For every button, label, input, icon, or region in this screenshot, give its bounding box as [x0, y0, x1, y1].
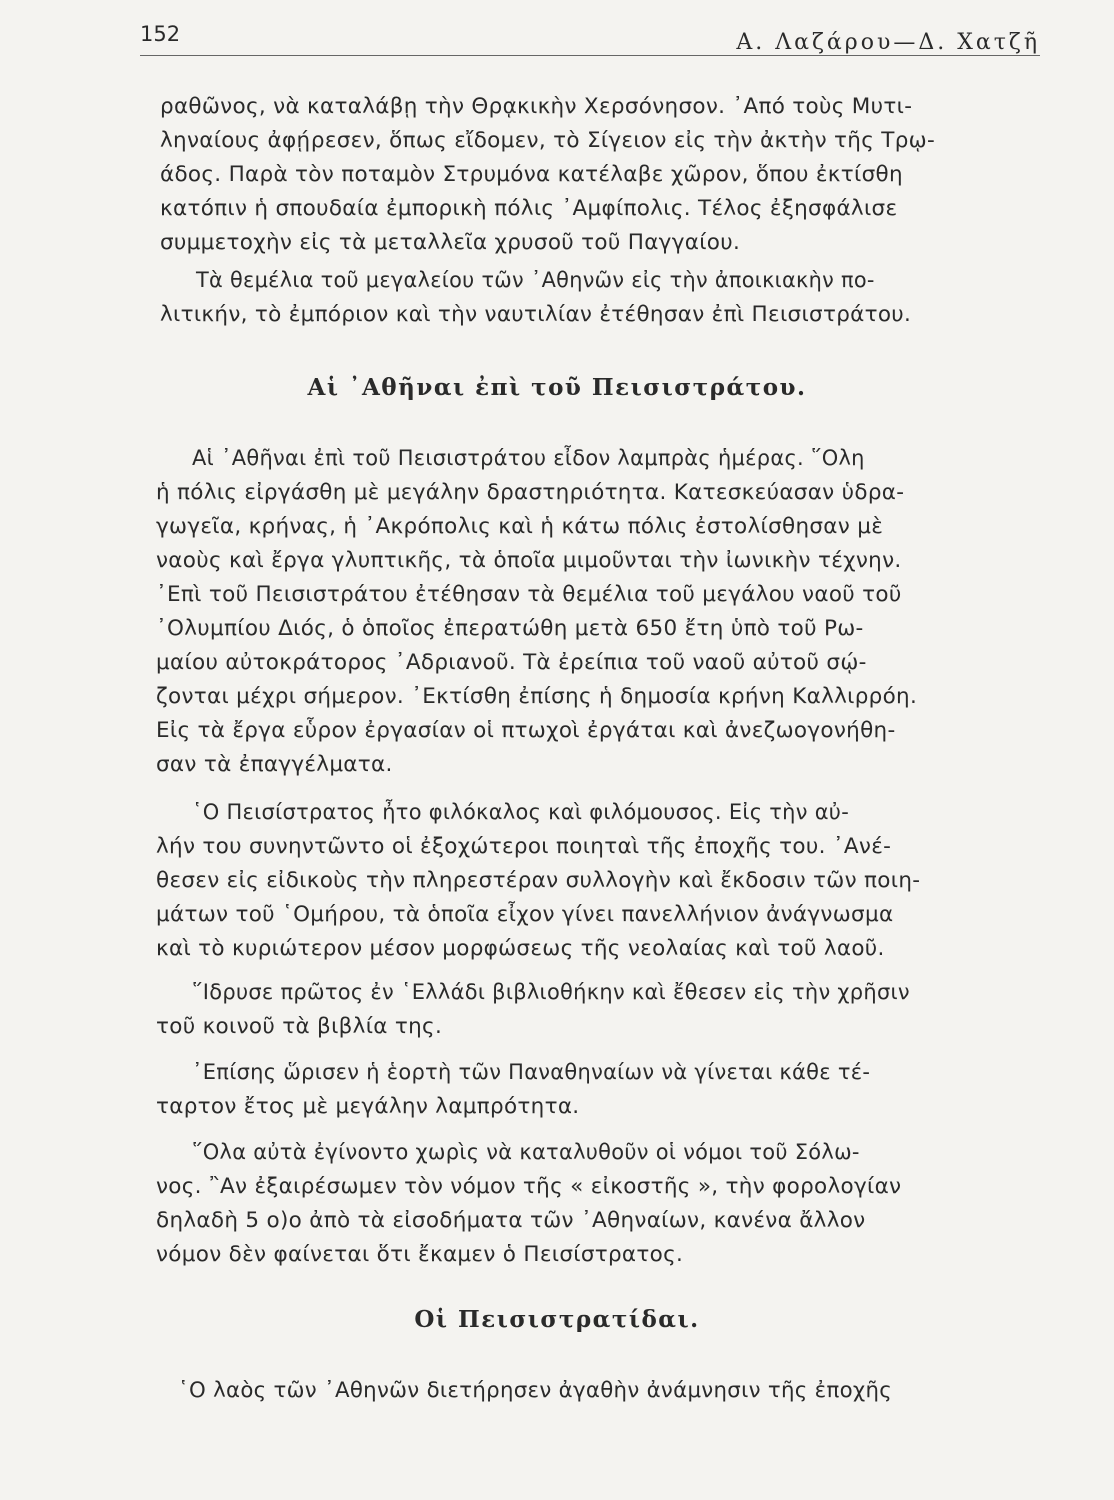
text-line: γωγεῖα, κρήνας, ἡ ᾿Ακρόπολις καὶ ἡ κάτω πόλις ἐστολίσθησαν μὲ — [156, 514, 884, 539]
page-number: 152 — [140, 22, 181, 46]
header-rule — [140, 55, 1040, 56]
text-line: ζονται μέχρι σήμερον. ᾿Εκτίσθη ἐπίσης ἡ δημοσία κρήνη Καλλιρρόη. — [156, 684, 918, 709]
section-heading: Οἱ Πεισιστρατίδαι. — [414, 1306, 700, 1333]
page-header — [140, 22, 1040, 72]
text-line: μαίου αὐτοκράτορος ᾿Αδριανοῦ. Τὰ ἐρείπια τοῦ ναοῦ αὐτοῦ σῴ- — [156, 650, 867, 675]
text-line: λήν του συνηντῶντο οἱ ἐξοχώτεροι ποιηταὶ τῆς ἐποχῆς του. ᾿Ανέ- — [156, 834, 892, 859]
text-line: σαν τὰ ἐπαγγέλματα. — [156, 752, 393, 777]
text-line: Τὰ θεμέλια τοῦ μεγαλείου τῶν ᾿Αθηνῶν εἰς τὴν ἀποικιακὴν πο- — [196, 268, 875, 293]
text-line: ληναίους ἀφῄρεσεν, ὅπως εἴδομεν, τὸ Σίγειον εἰς τὴν ἀκτὴν τῆς Τρῳ- — [160, 128, 936, 153]
text-line: ᾿Επὶ τοῦ Πεισιστράτου ἐτέθησαν τὰ θεμέλια τοῦ μεγάλου ναοῦ τοῦ — [156, 582, 902, 607]
text-line: Εἰς τὰ ἔργα εὗρον ἐργασίαν οἱ πτωχοὶ ἐργάται καὶ ἀνεζωογονήθη- — [156, 718, 896, 743]
text-line: κατόπιν ἡ σπουδαία ἐμπορικὴ πόλις ᾿Αμφίπολις. Τέλος ἐξησφάλισε — [160, 196, 898, 221]
section-heading: Αἱ ᾿Αθῆναι ἐπὶ τοῦ Πεισιστράτου. — [307, 374, 807, 401]
text-line: συμμετοχὴν εἰς τὰ μεταλλεῖα χρυσοῦ τοῦ Παγγαίου. — [160, 230, 741, 255]
text-line: ναοὺς καὶ ἔργα γλυπτικῆς, τὰ ὁποῖα μιμοῦνται τὴν ἰωνικὴν τέχνην. — [156, 548, 902, 573]
text-line: ραθῶνος, νὰ καταλάβῃ τὴν Θρᾳκικὴν Χερσόνησον. ᾿Από τοὺς Μυτι- — [160, 94, 913, 119]
text-line: τοῦ κοινοῦ τὰ βιβλία της. — [156, 1014, 443, 1039]
text-line: καὶ τὸ κυριώτερον μέσον μορφώσεως τῆς νεολαίας καὶ τοῦ λαοῦ. — [156, 936, 885, 961]
text-line: ῞Ολα αὐτὰ ἐγίνοντο χωρὶς νὰ καταλυθοῦν οἱ νόμοι τοῦ Σόλω- — [192, 1140, 860, 1165]
text-line: μάτων τοῦ ῾Ομήρου, τὰ ὁποῖα εἶχον γίνει πανελλήνιον ἀνάγνωσμα — [156, 902, 894, 927]
text-line: νόμον δὲν φαίνεται ὅτι ἔκαμεν ὁ Πεισίστρατος. — [156, 1242, 684, 1267]
text-line: νος. ῍Αν ἐξαιρέσωμεν τὸν νόμον τῆς « εἰκοστῆς », τὴν φορολογίαν — [156, 1174, 902, 1199]
text-line: θεσεν εἰς εἰδικοὺς τὴν πληρεστέραν συλλογὴν καὶ ἔκδοσιν τῶν ποιη- — [156, 868, 921, 893]
text-line: ῾Ο λαὸς τῶν ᾿Αθηνῶν διετήρησεν ἀγαθὴν ἀνάμνησιν τῆς ἐποχῆς — [178, 1378, 893, 1403]
text-line: ἡ πόλις εἰργάσθη μὲ μεγάλην δραστηριότητα. Κατεσκεύασαν ὑδρα- — [156, 480, 905, 505]
running-title: Α. Λαζάρου—Δ. Χατζῆ — [736, 30, 1040, 55]
text-line: ᾿Ολυμπίου Διός, ὁ ὁποῖος ἐπερατώθη μετὰ 650 ἔτη ὑπὸ τοῦ Ρω- — [156, 616, 864, 641]
text-line: άδος. Παρὰ τὸν ποταμὸν Στρυμόνα κατέλαβε χῶρον, ὅπου ἐκτίσθη — [160, 162, 903, 187]
text-line: Αἱ ᾿Αθῆναι ἐπὶ τοῦ Πεισιστράτου εἶδον λαμπρὰς ἡμέρας. ῞Ολη — [192, 446, 865, 471]
text-line: ῾Ο Πεισίστρατος ἦτο φιλόκαλος καὶ φιλόμουσος. Εἰς τὴν αὐ- — [192, 800, 850, 825]
text-line: ᾿Επίσης ὥρισεν ἡ ἑορτὴ τῶν Παναθηναίων νὰ γίνεται κάθε τέ- — [192, 1060, 871, 1085]
text-line: ῞Ιδρυσε πρῶτος ἐν ῾Ελλάδι βιβλιοθήκην καὶ ἔθεσεν εἰς τὴν χρῆσιν — [192, 980, 910, 1005]
text-line: δηλαδὴ 5 ο)ο ἀπὸ τὰ εἰσοδήματα τῶν ᾿Αθηναίων, κανένα ἄλλον — [156, 1208, 866, 1233]
text-line: ταρτον ἔτος μὲ μεγάλην λαμπρότητα. — [156, 1094, 580, 1119]
text-line: λιτικήν, τὸ ἐμπόριον καὶ τὴν ναυτιλίαν ἐτέθησαν ἐπὶ Πεισιστράτου. — [160, 302, 912, 327]
